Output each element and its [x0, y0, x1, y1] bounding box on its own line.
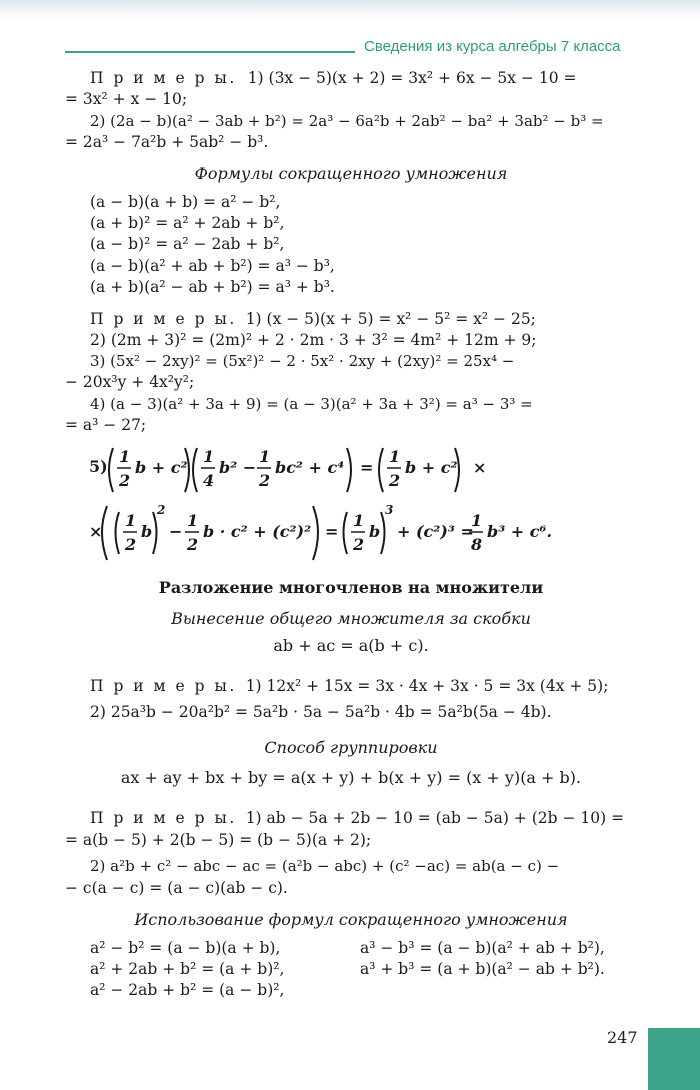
- svg-text:1: 1: [203, 447, 215, 466]
- header-rule: [65, 51, 355, 53]
- svg-text:b² −: b² −: [219, 458, 257, 477]
- formula-item: (a − b)² = a² − 2ab + b²,: [90, 235, 285, 253]
- svg-text:3: 3: [385, 503, 394, 517]
- svg-text:bc² + c⁴: bc² + c⁴: [275, 458, 345, 477]
- svg-text:1: 1: [187, 511, 199, 530]
- example-line: 2) (2a − b)(a² − 3ab + b²) = 2a³ − 6a²b + 2ab² − ba² + 3ab² − b³ =: [90, 112, 604, 130]
- example-line: − c(a − c) = (a − c)(ab − c).: [65, 879, 288, 897]
- svg-text:1: 1: [125, 511, 137, 530]
- example-5-label: 5): [89, 457, 108, 476]
- formula-item: a² + 2ab + b² = (a + b)²,: [90, 960, 285, 978]
- top-gradient: [0, 0, 700, 20]
- svg-text:1: 1: [389, 447, 401, 466]
- page-number: 247: [607, 1028, 638, 1047]
- factoring-title: Разложение многочленов на множители: [158, 578, 544, 597]
- formula-item: (a − b)(a + b) = a² − b²,: [90, 193, 281, 211]
- factoring-subtitle-1: Вынесение общего множителя за скобки: [171, 609, 531, 628]
- svg-text:2: 2: [125, 535, 137, 554]
- corner-tab: [648, 1028, 700, 1090]
- svg-text:1: 1: [353, 511, 365, 530]
- svg-text:b: b: [141, 522, 153, 541]
- svg-text:2: 2: [187, 535, 199, 554]
- svg-text:b + c²: b + c²: [405, 458, 458, 477]
- example-line: П р и м е р ы. 1) (x − 5)(x + 5) = x² − 5² = x² − 25;: [90, 310, 536, 328]
- factoring-subtitle-3: Использование формул сокращенного умножения: [134, 910, 568, 929]
- example-line: 2) 25a³b − 20a²b² = 5a²b · 5a − 5a²b · 4b = 5a²b(5a − 4b).: [90, 703, 552, 721]
- example-line: 3) (5x² − 2xy)² = (5x²)² − 2 · 5x² · 2xy + (2xy)² = 25x⁴ −: [90, 352, 515, 370]
- svg-text:1: 1: [119, 447, 131, 466]
- formula-item: a² − b² = (a − b)(a + b),: [90, 939, 281, 957]
- formula-item: a³ + b³ = (a + b)(a² − ab + b²).: [360, 960, 605, 978]
- svg-text:=: =: [360, 458, 374, 477]
- svg-text:=: =: [325, 522, 339, 541]
- example-line: 2) (2m + 3)² = (2m)² + 2 · 2m · 3 + 3² = 4m² + 12m + 9;: [90, 331, 537, 349]
- svg-text:+ (c²)³ =: + (c²)³ =: [397, 522, 474, 541]
- factoring-subtitle-2: Способ группировки: [264, 738, 438, 757]
- factoring-rule-1: ab + ac = a(b + c).: [273, 636, 429, 655]
- formula-item: a³ − b³ = (a − b)(a² + ab + b²),: [360, 939, 605, 957]
- svg-text:b: b: [369, 522, 381, 541]
- example-line: П р и м е р ы. 1) 12x² + 15x = 3x · 4x + 3x · 5 = 3x (4x + 5);: [90, 677, 609, 695]
- formula-item: (a − b)(a² + ab + b²) = a³ − b³,: [90, 257, 335, 275]
- formula-item: (a + b)² = a² + 2ab + b²,: [90, 214, 285, 232]
- svg-text:−: −: [169, 522, 183, 541]
- svg-text:×: ×: [89, 522, 103, 541]
- svg-text:b · c² + (c²)²: b · c² + (c²)²: [203, 522, 312, 541]
- example-line: 2) a²b + c² − abc − ac = (a²b − abc) + (c² −ac) = ab(a − c) −: [90, 857, 560, 875]
- formula-item: (a + b)(a² − ab + b²) = a³ + b³.: [90, 278, 335, 296]
- svg-text:1: 1: [259, 447, 271, 466]
- svg-text:8: 8: [471, 535, 483, 554]
- example-line: = a³ − 27;: [65, 416, 147, 434]
- example-5-formula: [85, 440, 645, 570]
- factoring-rule-2: ax + ay + bx + by = a(x + y) + b(x + y) = (x + y)(a + b).: [120, 768, 582, 787]
- example-line: = a(b − 5) + 2(b − 5) = (b − 5)(a + 2);: [65, 831, 372, 849]
- example-line: П р и м е р ы. 1) ab − 5a + 2b − 10 = (ab − 5a) + (2b − 10) =: [90, 809, 625, 827]
- example-line: П р и м е р ы. 1) (3x − 5)(x + 2) = 3x² + 6x − 5x − 10 =: [90, 69, 577, 87]
- svg-text:b + c²: b + c²: [135, 458, 188, 477]
- svg-text:2: 2: [119, 471, 131, 490]
- formula-item: a² − 2ab + b² = (a − b)²,: [90, 981, 285, 999]
- svg-text:2: 2: [259, 471, 271, 490]
- svg-text:b³ + c⁶.: b³ + c⁶.: [487, 522, 553, 541]
- svg-text:1: 1: [471, 511, 483, 530]
- svg-text:4: 4: [203, 471, 215, 490]
- svg-text:2: 2: [157, 503, 166, 517]
- example-line: 4) (a − 3)(a² + 3a + 9) = (a − 3)(a² + 3a + 3²) = a³ − 3³ =: [90, 395, 533, 413]
- section-title: Сведения из курса алгебры 7 класса: [364, 38, 621, 55]
- example-line: − 20x³y + 4x²y²;: [65, 373, 195, 391]
- svg-text:×: ×: [473, 458, 487, 477]
- svg-text:2: 2: [389, 471, 401, 490]
- example-line: = 2a³ − 7a²b + 5ab² − b³.: [65, 133, 269, 151]
- svg-text:2: 2: [353, 535, 365, 554]
- formulas-title: Формулы сокращенного умножения: [194, 164, 508, 183]
- example-line: = 3x² + x − 10;: [65, 90, 188, 108]
